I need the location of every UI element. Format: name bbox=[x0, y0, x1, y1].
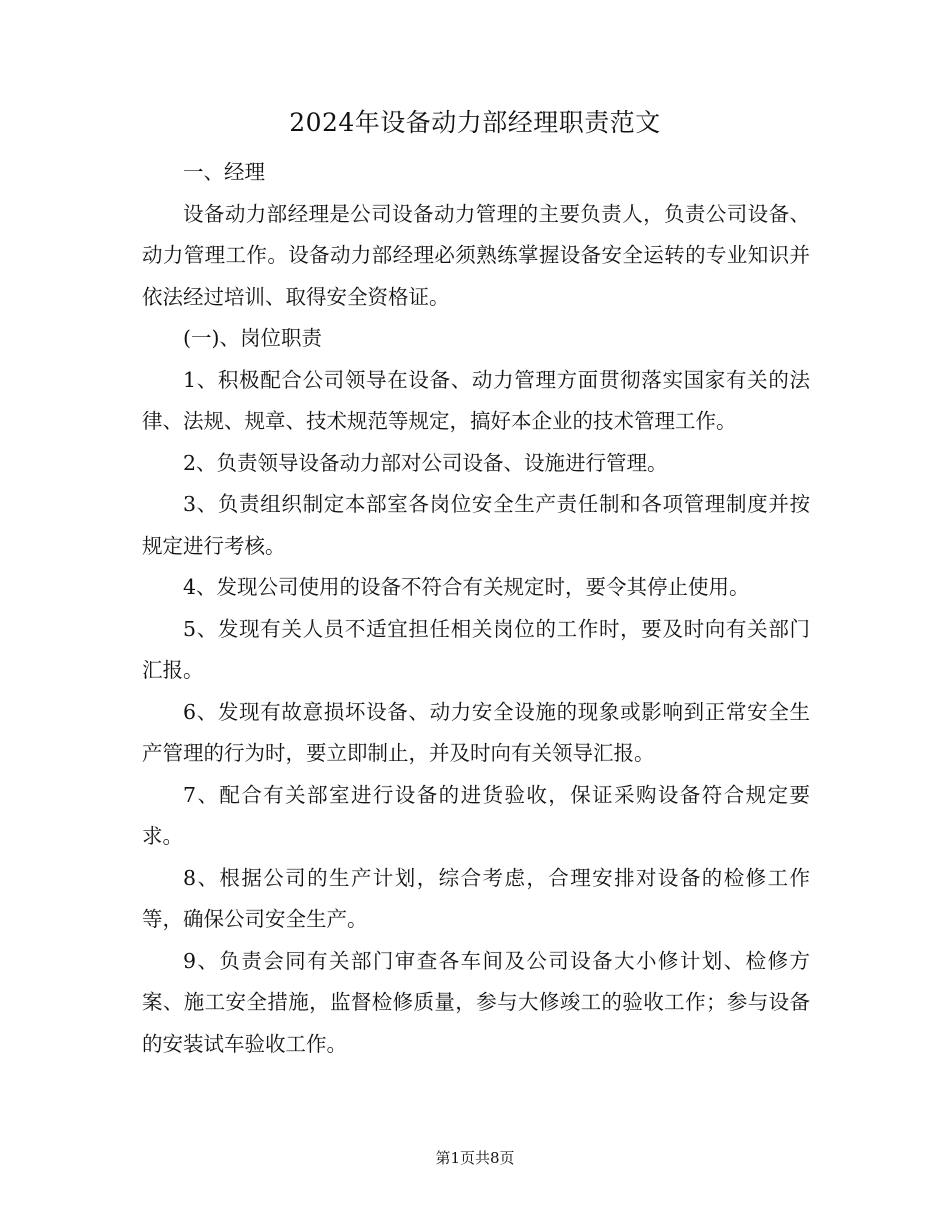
list-item: 7、配合有关部室进行设备的进货验收，保证采购设备符合规定要求。 bbox=[142, 782, 810, 848]
list-item: 1、积极配合公司领导在设备、动力管理方面贯彻落实国家有关的法律、法规、规章、技术规范等规定，搞好本企业的技术管理工作。 bbox=[142, 367, 810, 433]
list-item: 2、负责领导设备动力部对公司设备、设施进行管理。 bbox=[183, 450, 668, 475]
section-heading: 一、经理 bbox=[183, 160, 265, 184]
paragraph: 设备动力部经理是公司设备动力管理的主要负责人，负责公司设备、动力管理工作。设备动力部经理必须熟练掌握设备安全运转的专业知识并依法经过培训、取得安全资格证。 bbox=[142, 201, 810, 309]
list-item: 5、发现有关人员不适宜担任相关岗位的工作时，要及时向有关部门汇报。 bbox=[142, 616, 810, 682]
subsection-heading: (一)、岗位职责 bbox=[183, 326, 322, 350]
list-item: 3、负责组织制定本部室各岗位安全生产责任制和各项管理制度并按规定进行考核。 bbox=[142, 492, 810, 558]
document-title: 2024年设备动力部经理职责范文 bbox=[289, 108, 661, 137]
list-item: 8、根据公司的生产计划，综合考虑，合理安排对设备的检修工作等，确保公司安全生产。 bbox=[142, 865, 810, 931]
list-item: 4、发现公司使用的设备不符合有关规定时，要令其停止使用。 bbox=[183, 575, 750, 599]
list-item: 6、发现有故意损坏设备、动力安全设施的现象或影响到正常安全生产管理的行为时，要立即制止，并及时向有关领导汇报。 bbox=[142, 699, 810, 765]
page-number-footer: 第1页共8页 bbox=[435, 1149, 515, 1167]
list-item: 9、负责会同有关部门审查各车间及公司设备大小修计划、检修方案、施工安全措施，监督检修质量，参与大修竣工的验收工作；参与设备的安装试车验收工作。 bbox=[142, 948, 810, 1056]
document-body bbox=[142, 152, 810, 1065]
